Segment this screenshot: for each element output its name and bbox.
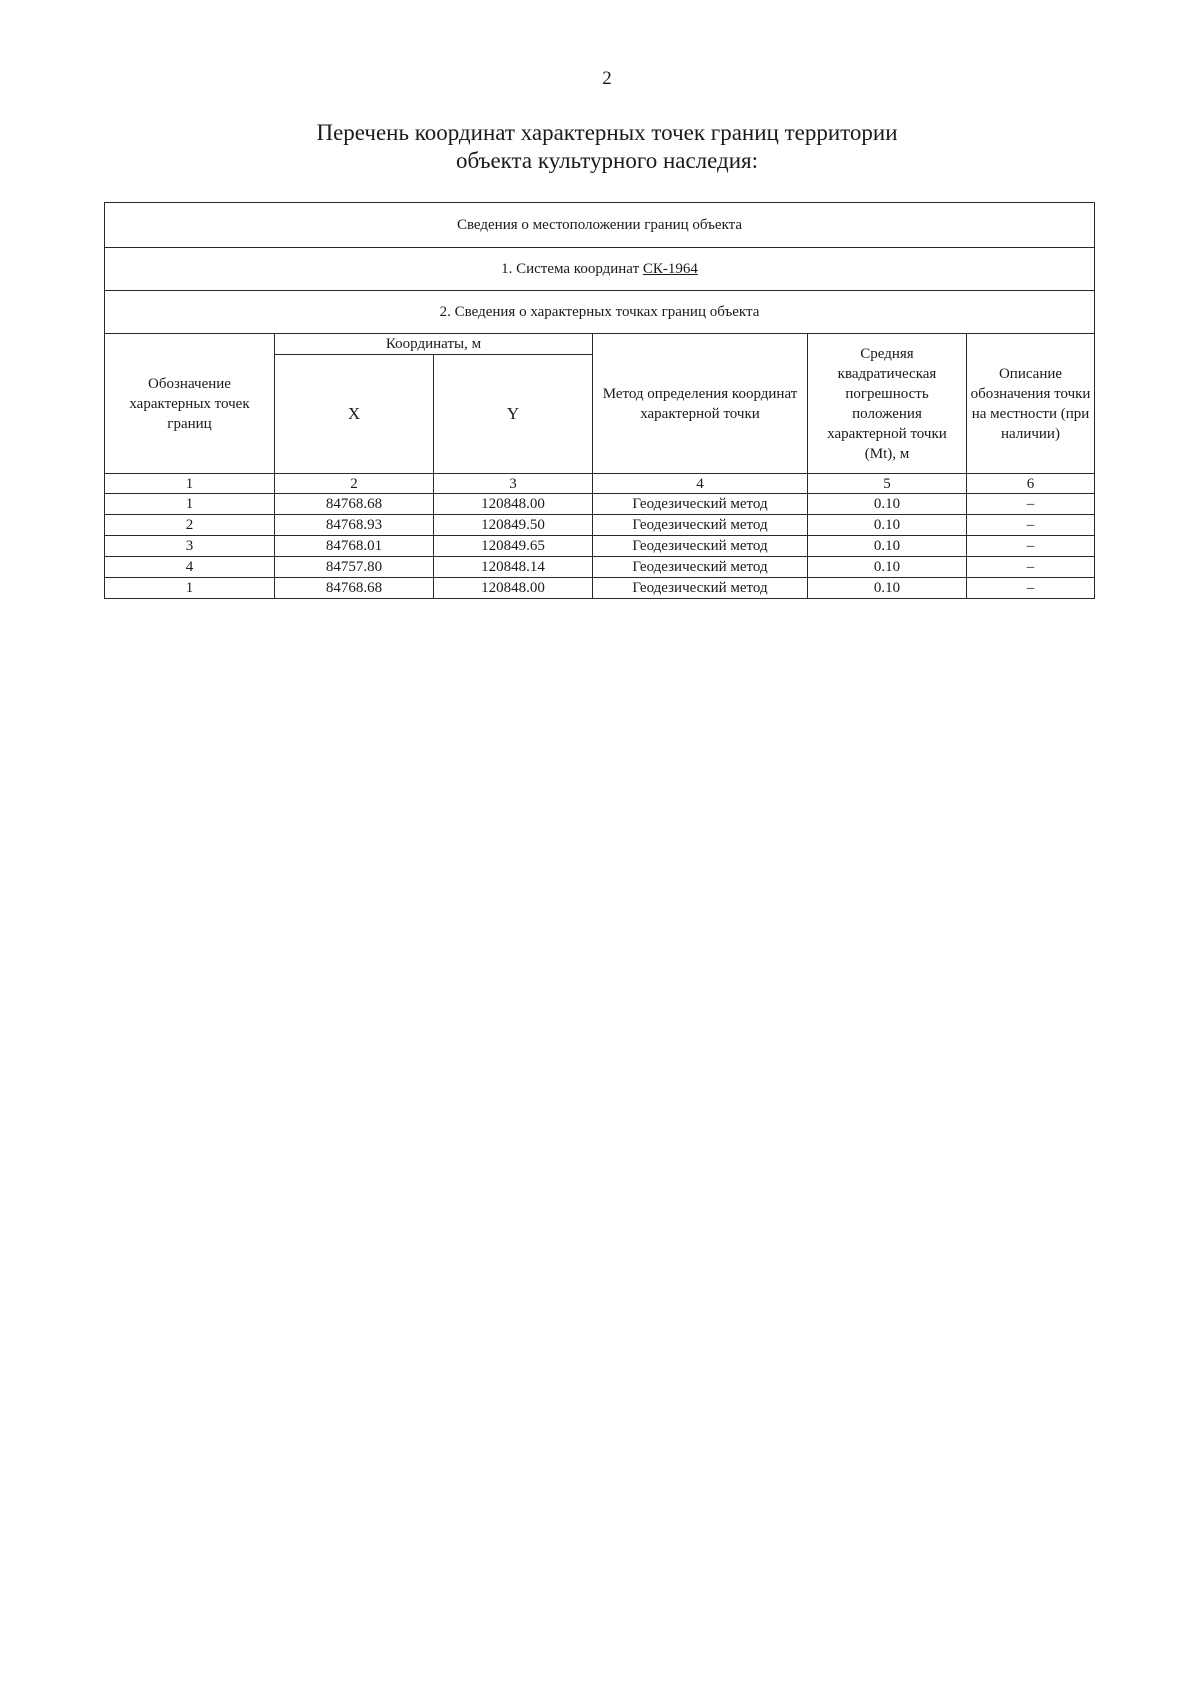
cell-point: 1 (105, 494, 275, 515)
coord-system-label: 1. Система координат (501, 260, 643, 277)
section-title-row (105, 203, 1095, 248)
cell-accuracy: 0.10 (808, 557, 967, 578)
header-row-1 (105, 334, 1095, 355)
cell-accuracy: 0.10 (808, 578, 967, 599)
coord-system-value: СК-1964 (642, 260, 698, 277)
header-x: X (275, 355, 434, 474)
coord-system-cell (105, 248, 1095, 291)
points-section-cell: 2. Сведения о характерных точках границ объекта (105, 291, 1095, 334)
table-row (105, 515, 1095, 536)
column-number: 2 (275, 474, 434, 494)
table-row (105, 578, 1095, 599)
table-row (105, 536, 1095, 557)
cell-point: 4 (105, 557, 275, 578)
document-title (0, 119, 1200, 175)
cell-method: Геодезический метод (593, 494, 808, 515)
cell-x: 84768.93 (275, 515, 434, 536)
coord-system-row (105, 248, 1095, 291)
cell-method: Геодезический метод (593, 578, 808, 599)
cell-point: 2 (105, 515, 275, 536)
cell-description: – (967, 494, 1095, 515)
header-designation: Обозначение характерных точек границ (105, 334, 275, 474)
column-number: 4 (593, 474, 808, 494)
header-y: Y (434, 355, 593, 474)
points-section-row (105, 291, 1095, 334)
cell-y: 120849.65 (434, 536, 593, 557)
column-number: 6 (967, 474, 1095, 494)
cell-description: – (967, 536, 1095, 557)
cell-method: Геодезический метод (593, 536, 808, 557)
column-number: 1 (105, 474, 275, 494)
cell-description: – (967, 578, 1095, 599)
page-number: 2 (602, 68, 612, 89)
cell-y: 120848.14 (434, 557, 593, 578)
cell-accuracy: 0.10 (808, 536, 967, 557)
cell-method: Геодезический метод (593, 557, 808, 578)
cell-method: Геодезический метод (593, 515, 808, 536)
cell-y: 120848.00 (434, 494, 593, 515)
cell-y: 120849.50 (434, 515, 593, 536)
cell-point: 3 (105, 536, 275, 557)
column-number: 3 (434, 474, 593, 494)
column-number: 5 (808, 474, 967, 494)
cell-x: 84757.80 (275, 557, 434, 578)
cell-point: 1 (105, 578, 275, 599)
title-line-1: Перечень координат характерных точек границ территории (316, 120, 898, 145)
table-row (105, 494, 1095, 515)
header-coordinates-group: Координаты, м (275, 334, 593, 355)
header-method: Метод определения координат характерной точки (593, 334, 808, 474)
table-row (105, 557, 1095, 578)
title-line-2: объекта культурного наследия: (455, 148, 759, 173)
cell-accuracy: 0.10 (808, 515, 967, 536)
cell-description: – (967, 515, 1095, 536)
header-accuracy: Средняя квадратическая погрешность положения характерной точки (Mt), м (808, 334, 967, 474)
cell-accuracy: 0.10 (808, 494, 967, 515)
cell-x: 84768.01 (275, 536, 434, 557)
column-number-row (105, 474, 1095, 494)
section-title: Сведения о местоположении границ объекта (105, 203, 1095, 248)
cell-y: 120848.00 (434, 578, 593, 599)
header-description: Описание обозначения точки на местности (при наличии) (967, 334, 1095, 474)
coordinates-table (104, 202, 1095, 599)
cell-x: 84768.68 (275, 494, 434, 515)
cell-x: 84768.68 (275, 578, 434, 599)
cell-description: – (967, 557, 1095, 578)
